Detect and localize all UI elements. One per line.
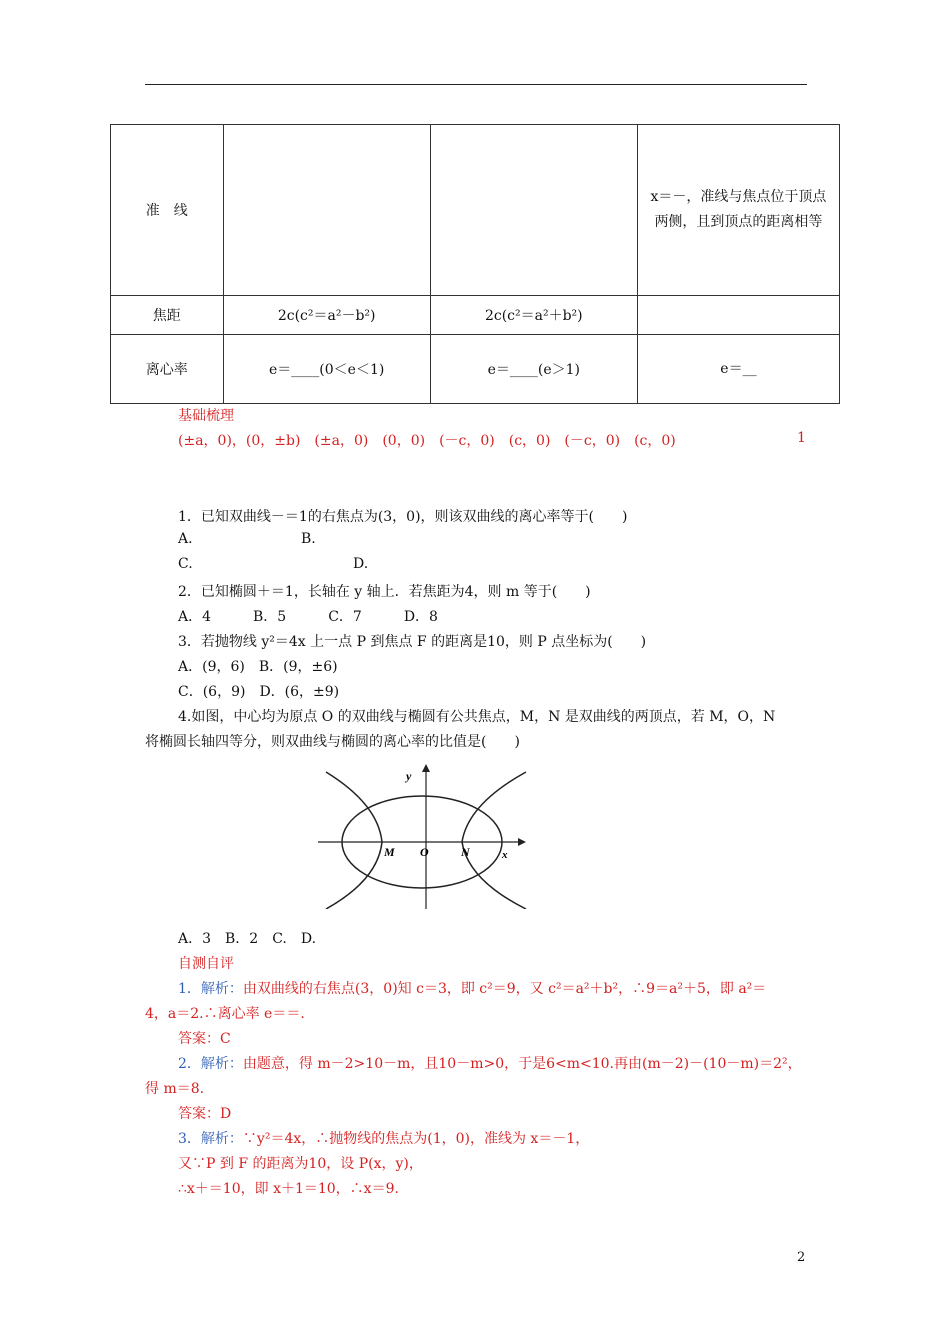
page-number: 2 xyxy=(797,1250,806,1265)
q1-option-a: A. xyxy=(178,531,193,547)
row-label-directrix: 准 线 xyxy=(111,125,224,296)
cell-hyperbola-directrix xyxy=(430,125,637,296)
solution-2-line1 xyxy=(178,1053,802,1073)
x-axis-label: x xyxy=(502,849,508,861)
header-rule xyxy=(145,84,807,85)
solution-1-line1 xyxy=(178,978,766,998)
basics-answer-last: 1 xyxy=(797,430,806,446)
row-label-focal: 焦距 xyxy=(111,296,224,335)
question-1: 1．已知双曲线－＝1的右焦点为(3，0)，则该双曲线的离心率等于( ) xyxy=(178,509,628,525)
cell-ellipse-focal: 2c(c²＝a²－b²) xyxy=(223,296,430,335)
solution-3-text: ∵y²＝4x，∴抛物线的焦点为(1，0)，准线为 x＝－1， xyxy=(242,1131,590,1147)
solution-2-head: 2．解析： xyxy=(178,1056,243,1072)
ellipse-hyperbola-figure xyxy=(318,764,530,909)
hyperbola-right-branch xyxy=(462,772,526,909)
cell-parabola-directrix: x＝－，准线与焦点位于顶点两侧，且到顶点的距离相等 xyxy=(637,125,839,296)
cell-ellipse-eccentricity: e＝____(0＜e＜1) xyxy=(223,335,430,404)
cell-hyperbola-eccentricity: e＝____(e＞1) xyxy=(430,335,637,404)
solution-3-head: 3．解析： xyxy=(178,1131,243,1147)
solution-2-text: 由题意，得 m－2>10－m，且10－m>0，于是6<m<10.再由(m－2)－(10－m)＝2²， xyxy=(242,1056,802,1072)
question-4-line1: 4.如图，中心均为原点 O 的双曲线与椭圆有公共焦点，M，N 是双曲线的两顶点，若 M，O，N xyxy=(178,709,776,725)
origin-label: O xyxy=(420,845,429,859)
solution-3-line1 xyxy=(178,1128,589,1148)
q3-options-ab: A．(9，6) B．(9，±6) xyxy=(178,659,338,675)
cell-parabola-eccentricity: e＝__ xyxy=(637,335,839,404)
point-m-label: M xyxy=(384,845,395,859)
conic-summary-table xyxy=(110,124,840,404)
basics-answers: (±a，0)，(0，±b) (±a，0) (0，0) (－c，0) (c，0) (－c，0) (c，0) xyxy=(178,433,676,449)
table-row xyxy=(111,296,840,335)
solution-1-head: 1．解析： xyxy=(178,981,243,997)
q2-options: A．4 B．5 C．7 D．8 xyxy=(178,609,438,625)
cell-parabola-focal xyxy=(637,296,839,335)
q4-options: A．3 B．2 C. D. xyxy=(178,931,317,947)
solution-2-line2: 得 m＝8. xyxy=(145,1081,205,1097)
question-4-line2: 将椭圆长轴四等分，则双曲线与椭圆的离心率的比值是( ) xyxy=(145,734,520,750)
y-axis-label: y xyxy=(406,769,412,783)
answer-1: 答案：C xyxy=(178,1031,231,1047)
solution-3-line2: 又∵P 到 F 的距离为10，设 P(x，y)， xyxy=(178,1156,423,1172)
row-label-eccentricity: 离心率 xyxy=(111,335,224,404)
table-row xyxy=(111,125,840,296)
basics-title: 基础梳理 xyxy=(178,408,234,424)
selfcheck-title: 自测自评 xyxy=(178,956,234,972)
q3-options-cd: C．(6，9) D．(6，±9) xyxy=(178,684,340,700)
solution-3-line3: ∴x＋＝10，即 x＋1＝10，∴x＝9. xyxy=(178,1181,399,1197)
question-2: 2．已知椭圆＋＝1，长轴在 y 轴上．若焦距为4，则 m 等于( ) xyxy=(178,584,591,600)
y-arrow-icon xyxy=(422,764,430,772)
hyperbola-left-branch xyxy=(326,772,382,909)
question-3: 3．若抛物线 y²＝4x 上一点 P 到焦点 F 的距离是10，则 P 点坐标为( ) xyxy=(178,634,647,650)
solution-1-line2: 4，a＝2.∴离心率 e＝＝. xyxy=(145,1006,305,1022)
answer-2: 答案：D xyxy=(178,1106,232,1122)
solution-1-text: 由双曲线的右焦点(3，0)知 c＝3，即 c²＝9，又 c²＝a²＋b²，∴9＝a²＋5，即 a²＝ xyxy=(242,981,767,997)
point-n-label: N xyxy=(461,845,470,859)
table-row xyxy=(111,335,840,404)
x-arrow-icon xyxy=(518,838,526,846)
q1-option-d: D. xyxy=(353,556,369,572)
q1-option-b: B. xyxy=(301,531,316,547)
q1-option-c: C. xyxy=(178,556,193,572)
cell-ellipse-directrix xyxy=(223,125,430,296)
cell-hyperbola-focal: 2c(c²＝a²＋b²) xyxy=(430,296,637,335)
